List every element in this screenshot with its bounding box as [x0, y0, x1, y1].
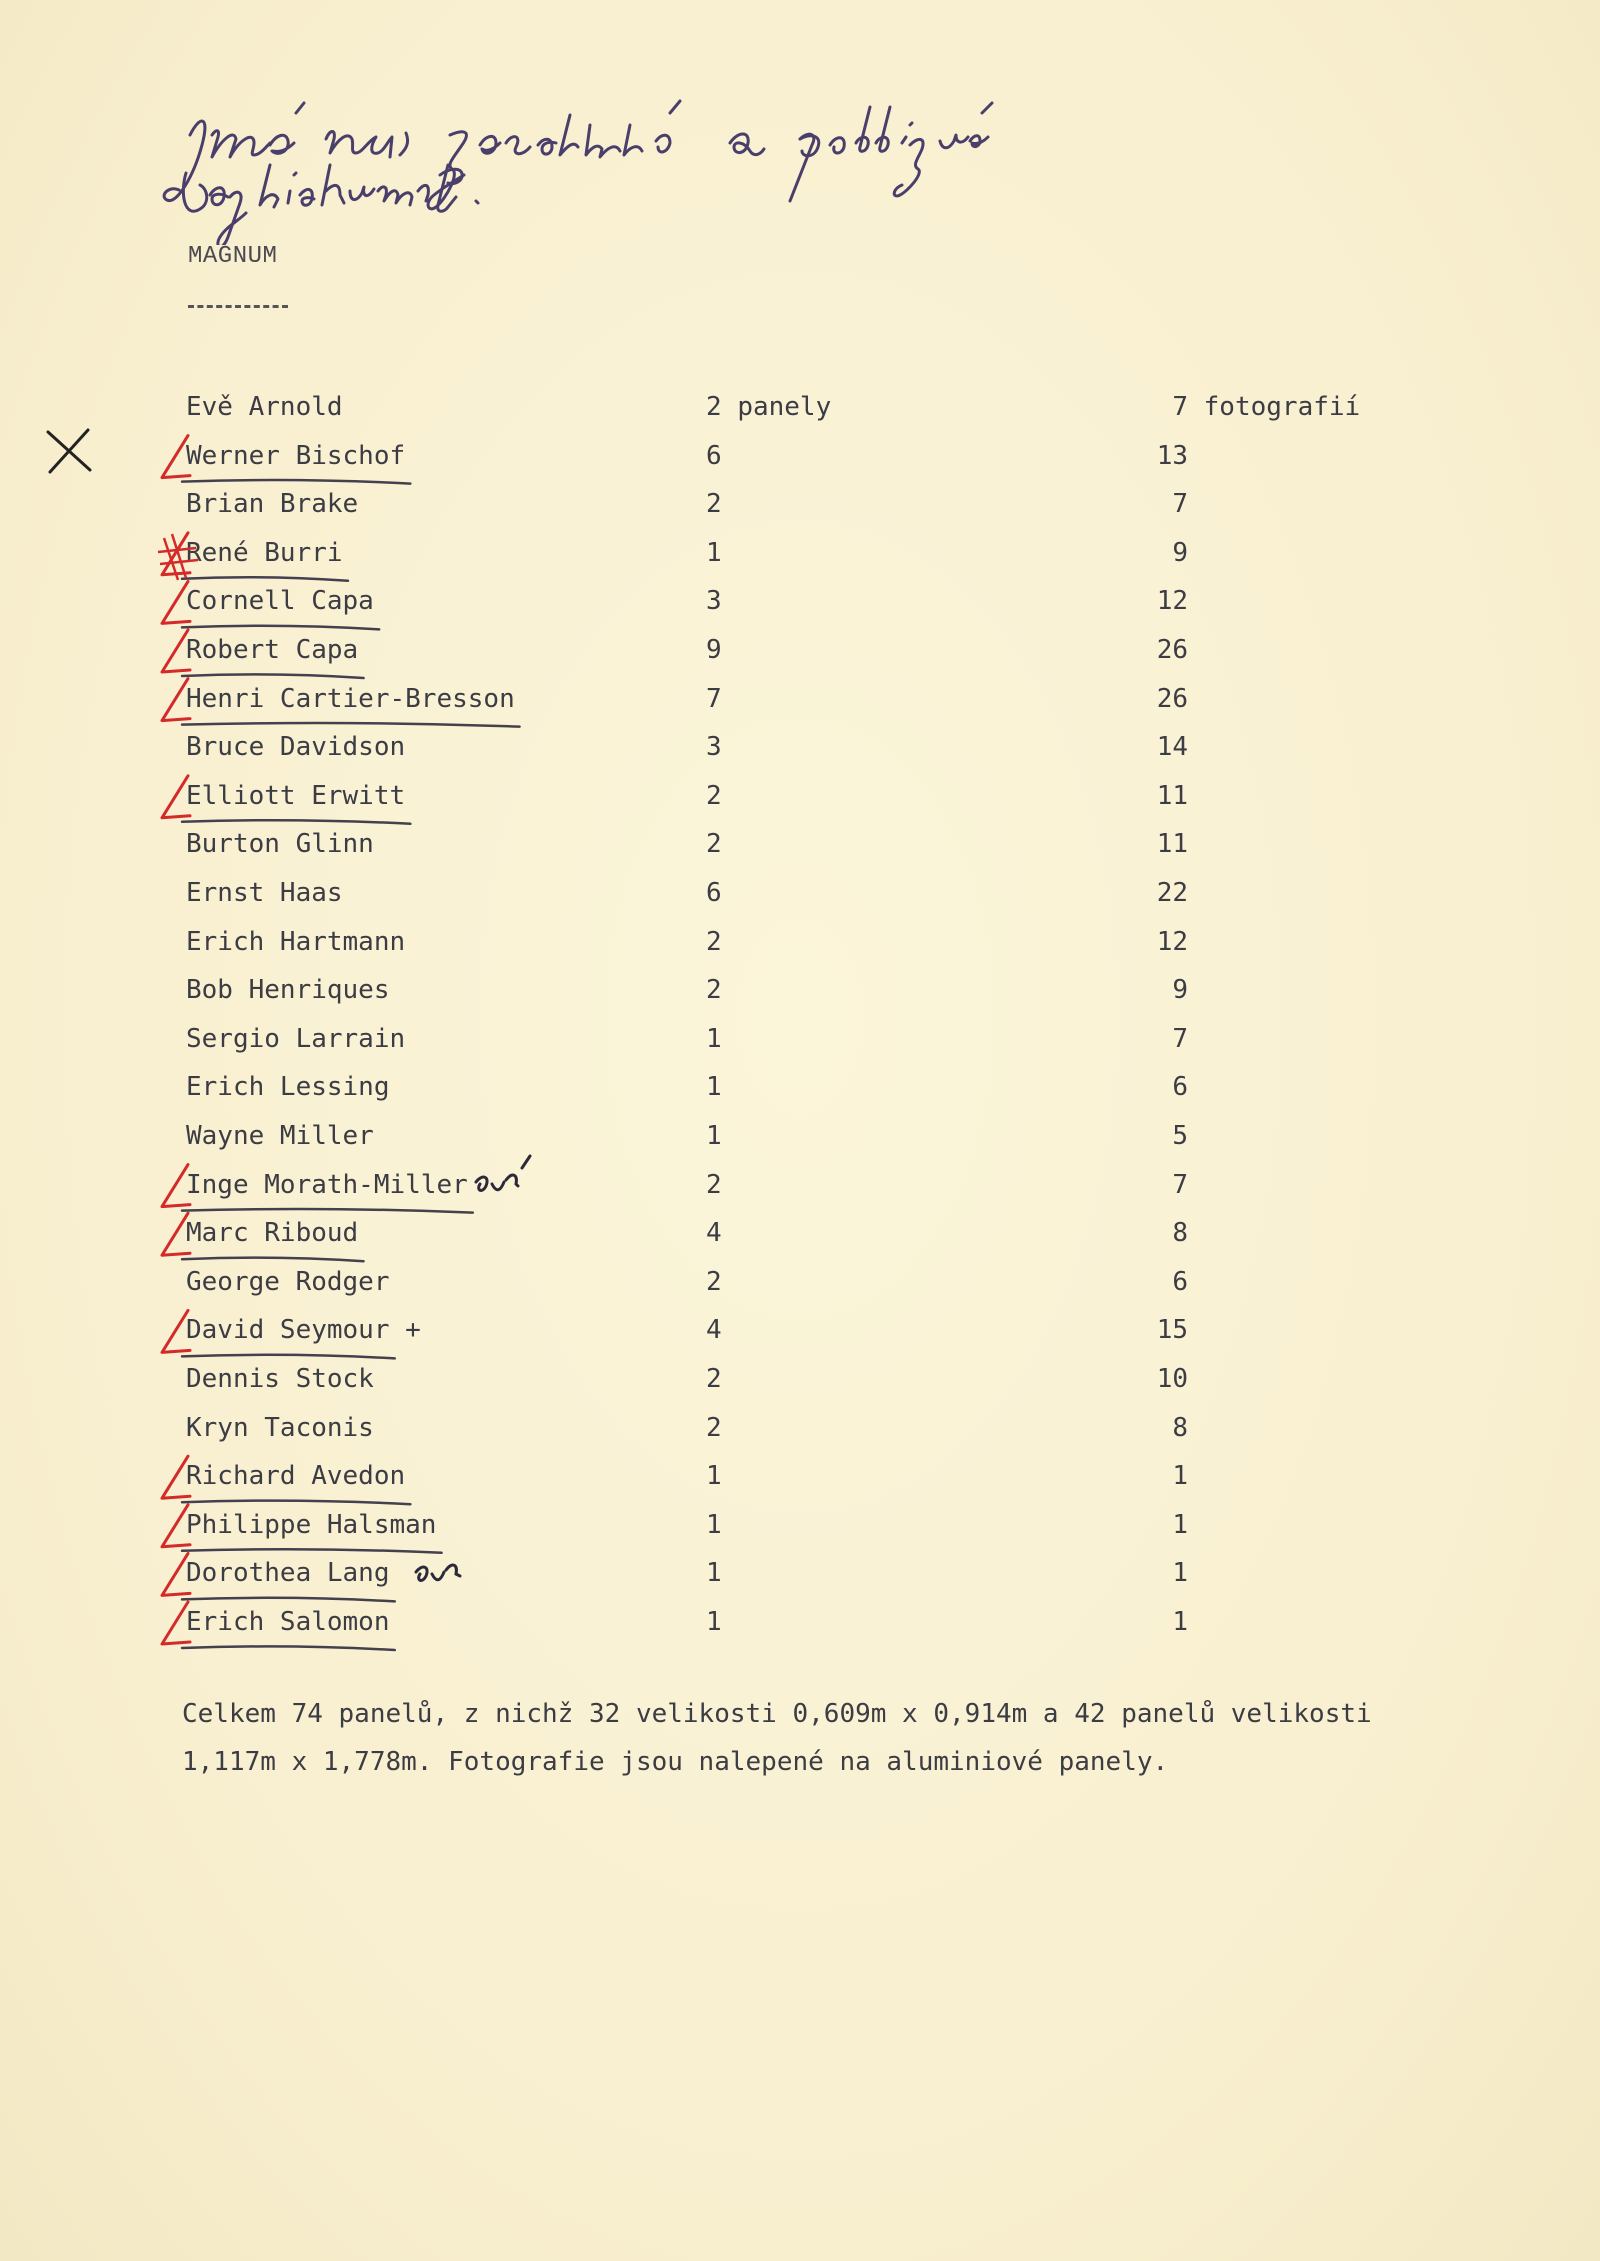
panel-count-value: 1 — [706, 1607, 722, 1637]
photographer-name: Bob Henriques — [186, 975, 390, 1006]
panels-unit-label: panely — [737, 392, 832, 422]
panel-count — [706, 966, 722, 1014]
photographer-name: Bruce Davidson — [186, 732, 406, 763]
table-row — [0, 675, 1600, 723]
table-row — [0, 772, 1600, 820]
panel-count — [706, 577, 722, 625]
panel-count-value: 1 — [706, 1461, 722, 1492]
table-row — [0, 820, 1600, 868]
photo-count — [1154, 918, 1188, 966]
panel-count-value: 1 — [706, 1509, 722, 1540]
panel-count-value: 2 — [706, 1266, 722, 1297]
photo-count-value: 15 — [1156, 1315, 1188, 1346]
panel-count-value: 2 — [706, 780, 722, 811]
photographer-name: Robert Capa — [186, 635, 359, 665]
panel-count — [706, 723, 722, 771]
photo-count — [1154, 1161, 1188, 1209]
table-row — [0, 1598, 1600, 1646]
photo-count-value: 7 — [1172, 1023, 1188, 1054]
photographer-name: Burton Glinn — [186, 829, 374, 860]
photo-count-value: 7 — [1172, 1169, 1188, 1200]
photo-count — [1154, 820, 1188, 868]
photo-count — [1154, 1063, 1188, 1111]
photographer-name: Dorothea Lang — [186, 1558, 390, 1589]
panel-count-value: 2 — [706, 392, 722, 422]
photographer-name: George Rodger — [186, 1266, 390, 1297]
table-row — [0, 626, 1600, 674]
table-row — [0, 1258, 1600, 1306]
photo-count — [1154, 577, 1188, 625]
photo-count-value: 1 — [1172, 1461, 1188, 1492]
panel-count — [706, 1549, 722, 1597]
table-row — [0, 869, 1600, 917]
photo-count — [1154, 529, 1188, 577]
photo-count-value: 7 — [1172, 489, 1188, 520]
photo-count-value: 26 — [1156, 635, 1188, 665]
table-row — [0, 1112, 1600, 1160]
photographer-name: Erich Salomon — [186, 1607, 390, 1637]
table-row — [0, 529, 1600, 577]
panel-count-value: 2 — [706, 975, 722, 1006]
photo-count-value: 1 — [1172, 1607, 1188, 1637]
panel-count-value: 2 — [706, 1169, 722, 1200]
photo-count-value: 11 — [1156, 829, 1188, 860]
photographer-name: David Seymour + — [186, 1315, 421, 1346]
photographer-name: Evě Arnold — [186, 392, 343, 422]
table-row — [0, 480, 1600, 528]
photo-count — [1154, 1355, 1188, 1403]
table-row — [0, 1355, 1600, 1403]
name-underline — [182, 1646, 395, 1650]
panel-count — [706, 1598, 722, 1646]
panel-count-value: 1 — [706, 537, 722, 568]
panel-count-value: 3 — [706, 586, 722, 617]
photographer-name: Dennis Stock — [186, 1364, 374, 1394]
summary-footer — [182, 1690, 1442, 1786]
panel-count-value: 1 — [706, 1023, 722, 1054]
photo-count-value: 10 — [1156, 1364, 1188, 1394]
photo-count-value: 8 — [1172, 1218, 1188, 1249]
panel-count — [706, 383, 831, 431]
table-row — [0, 1209, 1600, 1257]
photo-count — [1154, 675, 1188, 723]
panel-count-value: 1 — [706, 1558, 722, 1589]
photo-count-value: 5 — [1172, 1121, 1188, 1151]
photo-count — [1154, 1598, 1188, 1646]
photo-count — [1154, 966, 1188, 1014]
photo-count — [1154, 1452, 1188, 1500]
photographer-name: Philippe Halsman — [186, 1509, 437, 1540]
panel-count — [706, 1015, 722, 1063]
table-row — [0, 1549, 1600, 1597]
panel-count — [706, 1063, 722, 1111]
photo-count — [1154, 1209, 1188, 1257]
photo-count — [1154, 1404, 1188, 1452]
panel-count — [706, 432, 722, 480]
table-row — [0, 1404, 1600, 1452]
photographer-name: Ernst Haas — [186, 878, 343, 908]
photo-count-value: 6 — [1172, 1072, 1188, 1103]
photo-count-value: 9 — [1172, 975, 1188, 1006]
panel-count-value: 2 — [706, 829, 722, 860]
photo-count-value: 7 — [1172, 392, 1188, 422]
photo-count — [1154, 626, 1188, 674]
table-row — [0, 723, 1600, 771]
table-row — [0, 1501, 1600, 1549]
photo-count-value: 1 — [1172, 1509, 1188, 1540]
photographer-name: Erich Lessing — [186, 1072, 390, 1103]
panel-count-value: 9 — [706, 635, 722, 665]
panel-count-value: 2 — [706, 926, 722, 957]
panel-count — [706, 1355, 722, 1403]
panel-count — [706, 869, 722, 917]
photographer-name: Wayne Miller — [186, 1121, 374, 1151]
panel-count-value: 2 — [706, 1364, 722, 1394]
photo-count — [1154, 1306, 1188, 1354]
table-row — [0, 432, 1600, 480]
table-row — [0, 383, 1600, 431]
photographer-name: Erich Hartmann — [186, 926, 406, 957]
table-row — [0, 1015, 1600, 1063]
photo-count — [1154, 1112, 1188, 1160]
panel-count — [706, 1501, 722, 1549]
photographer-name: Richard Avedon — [186, 1461, 406, 1492]
handwritten-note — [150, 95, 1130, 245]
panel-count-value: 4 — [706, 1315, 722, 1346]
photo-count — [1154, 383, 1360, 431]
panel-count-value: 2 — [706, 1412, 722, 1443]
panel-count-value: 1 — [706, 1072, 722, 1103]
photographer-name: René Burri — [186, 537, 343, 568]
photo-count-value: 22 — [1156, 878, 1188, 908]
panel-count-value: 6 — [706, 440, 722, 471]
panel-count — [706, 480, 722, 528]
photo-count — [1154, 869, 1188, 917]
panel-count-value: 4 — [706, 1218, 722, 1249]
photo-count-value: 8 — [1172, 1412, 1188, 1443]
photo-count — [1154, 772, 1188, 820]
panel-count — [706, 1306, 722, 1354]
table-row — [0, 1306, 1600, 1354]
photo-count-value: 1 — [1172, 1558, 1188, 1589]
panel-count — [706, 1161, 722, 1209]
photo-count — [1154, 1258, 1188, 1306]
panel-count — [706, 626, 722, 674]
panel-count — [706, 820, 722, 868]
table-row — [0, 966, 1600, 1014]
photographer-name: Kryn Taconis — [186, 1412, 374, 1443]
photographer-name: Inge Morath-Miller — [186, 1169, 468, 1200]
summary-line-1: Celkem 74 panelů, z nichž 32 velikosti 0,609m x 0,914m a 42 panelů velikosti — [182, 1699, 1372, 1729]
panel-count — [706, 1209, 722, 1257]
photographer-name: Brian Brake — [186, 489, 359, 520]
photo-count-value: 9 — [1172, 537, 1188, 568]
panel-count-value: 7 — [706, 683, 722, 714]
table-row — [0, 1063, 1600, 1111]
panel-count-value: 1 — [706, 1121, 722, 1151]
panel-count — [706, 918, 722, 966]
heading-underline — [188, 305, 288, 308]
photo-count-value: 12 — [1156, 926, 1188, 957]
photo-count-value: 12 — [1156, 586, 1188, 617]
photo-count — [1154, 723, 1188, 771]
photographer-name: Elliott Erwitt — [186, 780, 406, 811]
panel-count — [706, 1112, 722, 1160]
document-heading: MAGNUM — [188, 243, 278, 270]
panel-count — [706, 772, 722, 820]
photo-count — [1154, 1015, 1188, 1063]
photo-count-value: 11 — [1156, 780, 1188, 811]
photo-count-value: 14 — [1156, 732, 1188, 763]
photographer-name: Cornell Capa — [186, 586, 374, 617]
photo-count-value: 6 — [1172, 1266, 1188, 1297]
table-row — [0, 577, 1600, 625]
photographer-name: Werner Bischof — [186, 440, 406, 471]
panel-count-value: 6 — [706, 878, 722, 908]
photos-unit-label: fotografií — [1203, 392, 1361, 422]
photo-count-value: 13 — [1156, 440, 1188, 471]
table-row — [0, 918, 1600, 966]
summary-line-2: 1,117m x 1,778m. Fotografie jsou nalepené na aluminiové panely. — [182, 1747, 1169, 1777]
panel-count-value: 3 — [706, 732, 722, 763]
photographer-name: Marc Riboud — [186, 1218, 359, 1249]
panel-count — [706, 1452, 722, 1500]
photo-count — [1154, 480, 1188, 528]
photographer-name: Henri Cartier-Bresson — [186, 683, 515, 714]
table-row — [0, 1161, 1600, 1209]
photo-count — [1154, 1549, 1188, 1597]
table-row — [0, 1452, 1600, 1500]
photo-count-value: 26 — [1156, 683, 1188, 714]
panel-count — [706, 675, 722, 723]
photo-count — [1154, 432, 1188, 480]
panel-count — [706, 1404, 722, 1452]
photo-count — [1154, 1501, 1188, 1549]
panel-count — [706, 529, 722, 577]
panel-count — [706, 1258, 722, 1306]
panel-count-value: 2 — [706, 489, 722, 520]
photographer-name: Sergio Larrain — [186, 1023, 406, 1054]
